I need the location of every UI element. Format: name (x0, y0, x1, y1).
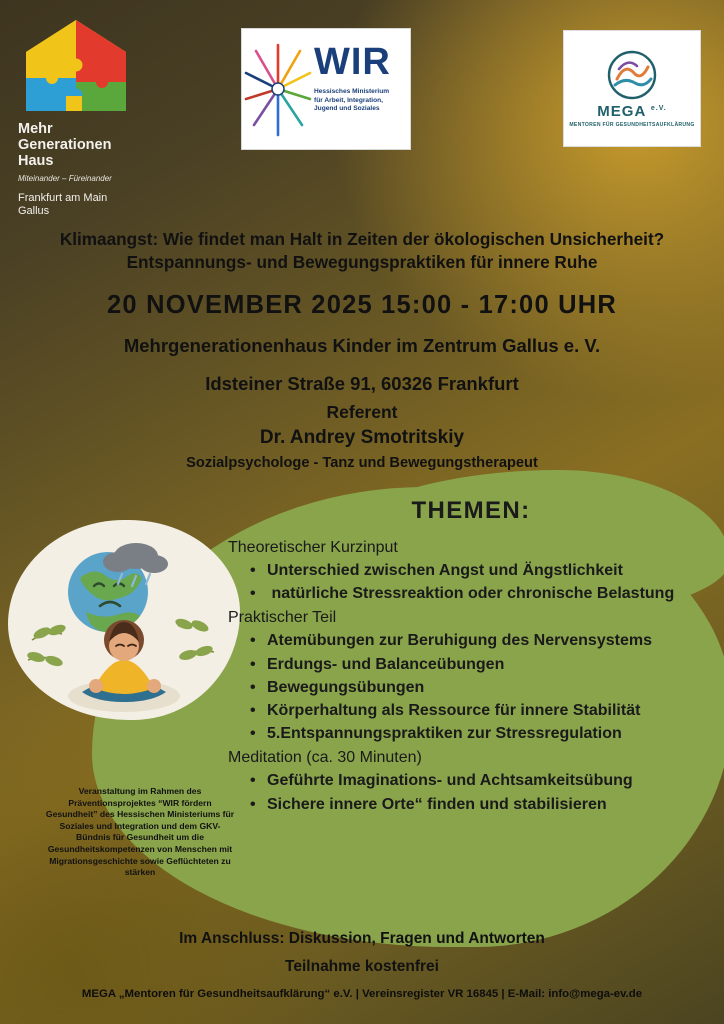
poster-title-line2: Entspannungs- und Bewegungspraktiken für innere Ruhe (126, 252, 598, 273)
logo-wir (241, 28, 411, 150)
house-puzzle-icon (22, 18, 130, 113)
logo-row (0, 0, 724, 217)
themen-item: • Unterschied zwischen Angst und Ängstlichkeit (250, 561, 714, 580)
footer-org-contact: MEGA „Mentoren für Gesundheitsaufklärung“ e.V. | Vereinsregister VR 16845 | E-Mail: info@mega-ev.de (81, 988, 643, 1000)
wir-wordmark: WIR (314, 41, 391, 83)
speaker-name: Dr. Andrey Smotritskiy (259, 427, 465, 449)
speaker-label: Referent (326, 402, 398, 423)
mgh-slogan: Miteinander – Füreinander (18, 173, 112, 183)
mega-tagline: MENTOREN FÜR GESUNDHEITSAUFKLÄRUNG (569, 122, 695, 128)
mega-wordmark: MEGA $^{e.V.}$ (597, 103, 667, 120)
themen-item: • Geführte Imaginations- und Achtsamkeitsübung (250, 771, 714, 790)
logo-mega (563, 30, 701, 147)
themen-section-title: Theoretischer Kurzinput (228, 539, 398, 556)
themen-block (228, 497, 714, 818)
project-note: Veranstaltung im Rahmen des Präventionsprojektes “WIR fördern Gesundheit” des Hessischen Ministeriums für Soziales und Integration und dem GKV-Bündnis für Gesundheit um die Gesundheitskompetenzen von Menschen mit Migrationsgeschichte sowie Geflüchteten zu stärken (45, 786, 235, 878)
event-venue: Mehrgenerationenhaus Kinder im Zentrum Gallus e. V. (123, 335, 601, 357)
themen-item: • Erdungs- und Balanceübungen (250, 655, 714, 674)
footer-free-participation: Teilnahme kostenfrei (285, 958, 439, 975)
themen-item: • Atemübungen zur Beruhigung des Nervensystems (250, 631, 714, 650)
meditating-woman-earth-icon (8, 520, 240, 720)
footer-discussion: Im Anschluss: Diskussion, Fragen und Antworten (179, 930, 545, 947)
themen-item: • Körperhaltung als Ressource für innere Stabilität (250, 701, 714, 720)
meditation-illustration (8, 520, 240, 720)
themen-section-title: Meditation (ca. 30 Minuten) (228, 749, 422, 767)
event-address: Idsteiner Straße 91, 60326 Frankfurt (205, 373, 519, 395)
themen-section-title: Praktischer Teil (228, 609, 337, 627)
themen-item: • natürliche Stressreaktion oder chronische Belastung (250, 584, 714, 603)
themen-item: • 5.Entspannungspraktiken zur Stressregulation (250, 724, 714, 743)
mgh-location: Frankfurt am Main Gallus (18, 191, 108, 217)
speaker-role: Sozialpsychologe - Tanz und Bewegungstherapeut (186, 455, 538, 472)
mega-circle-icon (595, 49, 669, 101)
logo-mehrgenerationenhaus (18, 18, 168, 218)
poster-title-line1: Klimaangst: Wie findet man Halt in Zeiten der ökologischen Unsicherheit? (59, 229, 665, 249)
themen-item: • Bewegungsübungen (250, 678, 714, 697)
themen-heading: THEMEN: (411, 497, 531, 524)
event-date: 20 NOVEMBER 2025 15:00 - 17:00 UHR (107, 291, 617, 320)
house-puzzle-svg (22, 18, 130, 113)
header-block (0, 228, 724, 471)
wir-burst-icon (242, 29, 314, 149)
themen-item: • Sichere innere Orte“ finden und stabilisieren (250, 795, 714, 814)
mgh-name: Mehr Generationen Haus (18, 121, 112, 170)
wir-ministry-text: Hessisches Ministerium für Arbeit, Integration, Jugend und Soziales (314, 88, 390, 113)
